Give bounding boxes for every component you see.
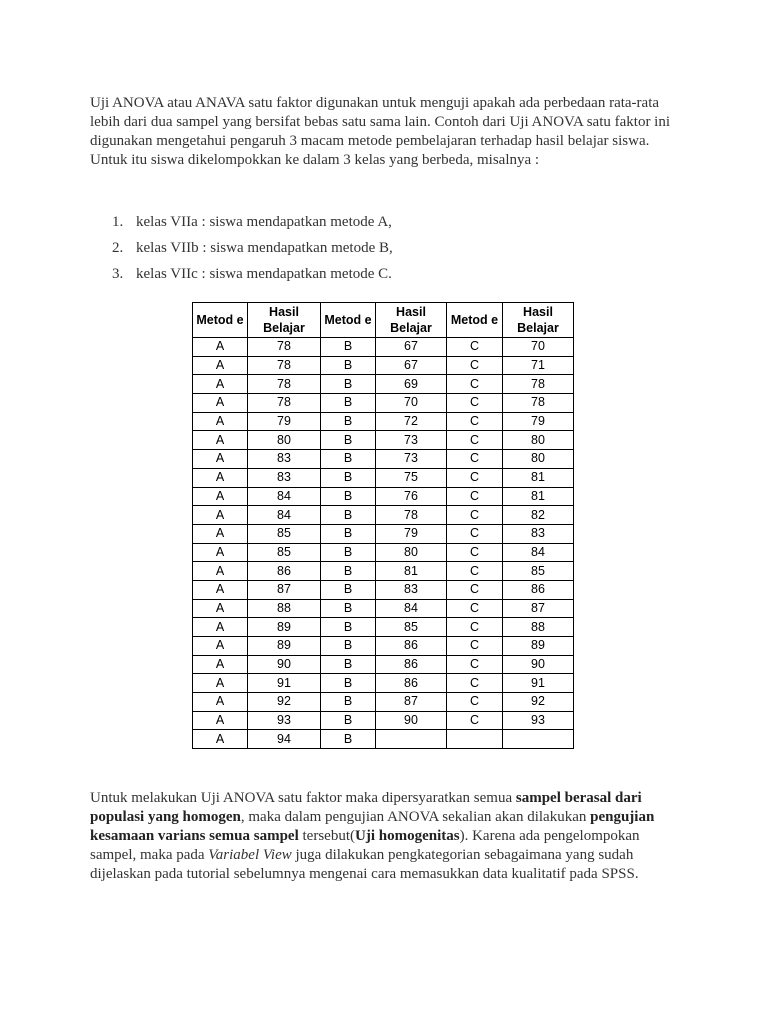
table-cell: 85 — [248, 524, 321, 543]
table-row — [193, 506, 574, 525]
table-cell: B — [321, 599, 376, 618]
outro-bold: Uji homogenitas — [355, 828, 460, 844]
table-row — [193, 618, 574, 637]
table-cell: 80 — [503, 450, 574, 469]
table-cell: B — [321, 431, 376, 450]
table-cell: B — [321, 580, 376, 599]
table-cell: B — [321, 655, 376, 674]
table-cell: C — [447, 450, 503, 469]
outro-bold: sampel berasal dari populasi yang homogen — [90, 790, 642, 825]
table-header-row — [193, 303, 574, 338]
table-row — [193, 711, 574, 730]
table-row — [193, 431, 574, 450]
table-cell: 79 — [376, 524, 447, 543]
table-row — [193, 562, 574, 581]
list-number: 1. — [112, 214, 124, 230]
table-cell: A — [193, 338, 248, 357]
table-cell: 85 — [503, 562, 574, 581]
table-cell: B — [321, 468, 376, 487]
table-row — [193, 356, 574, 375]
table-cell: 81 — [503, 468, 574, 487]
list-text: kelas VIIb : siswa mendapatkan metode B, — [136, 240, 393, 256]
column-header: Metod e — [447, 303, 503, 338]
table-cell: A — [193, 711, 248, 730]
table-cell — [376, 730, 447, 749]
table-cell: 83 — [248, 468, 321, 487]
table-row — [193, 468, 574, 487]
table-cell: 82 — [503, 506, 574, 525]
table-cell: C — [447, 338, 503, 357]
table-row — [193, 412, 574, 431]
table-cell: 86 — [376, 637, 447, 656]
table-row — [193, 730, 574, 749]
table-cell: 73 — [376, 450, 447, 469]
table-cell: C — [447, 412, 503, 431]
table-cell: 73 — [376, 431, 447, 450]
column-header: Metod e — [321, 303, 376, 338]
table-cell: B — [321, 375, 376, 394]
table-cell: A — [193, 730, 248, 749]
table-cell: C — [447, 655, 503, 674]
table-cell: B — [321, 412, 376, 431]
table-cell: C — [447, 599, 503, 618]
table-cell: 88 — [503, 618, 574, 637]
table-cell: B — [321, 356, 376, 375]
table-cell: 69 — [376, 375, 447, 394]
table-cell: A — [193, 487, 248, 506]
table-cell: C — [447, 487, 503, 506]
column-header: Hasil Belajar — [248, 303, 321, 338]
table-cell: 92 — [503, 693, 574, 712]
table-cell: A — [193, 412, 248, 431]
table-cell: C — [447, 562, 503, 581]
table-cell: 81 — [376, 562, 447, 581]
table-cell: B — [321, 338, 376, 357]
table-cell: 84 — [248, 487, 321, 506]
table-cell: 86 — [248, 562, 321, 581]
table-cell: A — [193, 580, 248, 599]
table-cell: C — [447, 674, 503, 693]
table-cell: 72 — [376, 412, 447, 431]
table-row — [193, 543, 574, 562]
table-cell: C — [447, 524, 503, 543]
table-cell: 85 — [376, 618, 447, 637]
table-cell: 80 — [503, 431, 574, 450]
table-cell: C — [447, 711, 503, 730]
table-cell: 78 — [248, 338, 321, 357]
list-text: kelas VIIc : siswa mendapatkan metode C. — [136, 266, 392, 282]
outro-bold: pengujian kesamaan varians semua sampel — [90, 809, 655, 844]
table-cell: 78 — [248, 394, 321, 413]
table-row — [193, 450, 574, 469]
list-item — [112, 265, 393, 291]
column-header: Hasil Belajar — [376, 303, 447, 338]
table-cell: 93 — [503, 711, 574, 730]
table-cell: 86 — [376, 655, 447, 674]
table-cell: 84 — [503, 543, 574, 562]
table-cell: 83 — [376, 580, 447, 599]
table-cell: A — [193, 506, 248, 525]
table-cell: B — [321, 487, 376, 506]
table-cell: 94 — [248, 730, 321, 749]
table-row — [193, 524, 574, 543]
table-cell: 90 — [503, 655, 574, 674]
outro-paragraph — [90, 789, 680, 884]
table-cell: A — [193, 562, 248, 581]
table-cell: 87 — [376, 693, 447, 712]
table-cell: B — [321, 711, 376, 730]
table-cell: 89 — [503, 637, 574, 656]
table-cell: B — [321, 562, 376, 581]
table-row — [193, 580, 574, 599]
table-cell — [447, 730, 503, 749]
outro-text: juga dilakukan pengkategorian sebagaimana yang sudah dijelaskan pada tutorial sebelumnya mengenai cara memasukkan data kualitatif pada SPSS. — [90, 847, 639, 882]
table-cell: A — [193, 637, 248, 656]
table-cell: 85 — [248, 543, 321, 562]
table-cell: 81 — [503, 487, 574, 506]
table-cell: A — [193, 693, 248, 712]
table-cell: C — [447, 356, 503, 375]
table-cell: C — [447, 543, 503, 562]
table-cell: B — [321, 637, 376, 656]
table-cell: 79 — [248, 412, 321, 431]
table-cell: B — [321, 506, 376, 525]
table-cell: 83 — [248, 450, 321, 469]
table-cell: 70 — [376, 394, 447, 413]
table-cell: 87 — [503, 599, 574, 618]
table-row — [193, 338, 574, 357]
outro-text: ). Karena ada pengelompokan sampel, maka pada — [90, 828, 640, 863]
table-cell: A — [193, 450, 248, 469]
table-cell: 91 — [503, 674, 574, 693]
table-cell: 93 — [248, 711, 321, 730]
table-cell: A — [193, 375, 248, 394]
table-cell: 75 — [376, 468, 447, 487]
table-cell: C — [447, 637, 503, 656]
table-cell: 78 — [248, 375, 321, 394]
table-row — [193, 655, 574, 674]
table-cell: 86 — [503, 580, 574, 599]
table-cell: 87 — [248, 580, 321, 599]
results-table — [192, 302, 574, 749]
table-cell: 89 — [248, 637, 321, 656]
table-cell: B — [321, 674, 376, 693]
table-cell: 78 — [503, 394, 574, 413]
table-row — [193, 674, 574, 693]
list-text: kelas VIIa : siswa mendapatkan metode A, — [136, 214, 392, 230]
list-item — [112, 213, 393, 239]
outro-text: , maka dalam pengujian ANOVA sekalian akan dilakukan — [240, 809, 591, 825]
table-cell: 90 — [376, 711, 447, 730]
table-cell: A — [193, 394, 248, 413]
table-cell: 91 — [248, 674, 321, 693]
table-row — [193, 693, 574, 712]
class-list — [112, 213, 393, 291]
table-row — [193, 394, 574, 413]
table-row — [193, 637, 574, 656]
table-cell — [503, 730, 574, 749]
column-header: Metod e — [193, 303, 248, 338]
table-cell: 84 — [248, 506, 321, 525]
table-body — [193, 338, 574, 749]
table-cell: C — [447, 375, 503, 394]
table-cell: C — [447, 394, 503, 413]
table-cell: 90 — [248, 655, 321, 674]
table-cell: A — [193, 468, 248, 487]
table-cell: 89 — [248, 618, 321, 637]
table-cell: 70 — [503, 338, 574, 357]
table-cell: A — [193, 431, 248, 450]
table-cell: B — [321, 730, 376, 749]
table-cell: 71 — [503, 356, 574, 375]
table-cell: A — [193, 524, 248, 543]
table-cell: 79 — [503, 412, 574, 431]
table-cell: 78 — [376, 506, 447, 525]
table-cell: 76 — [376, 487, 447, 506]
list-item — [112, 239, 393, 265]
table-cell: A — [193, 543, 248, 562]
table-cell: A — [193, 674, 248, 693]
table-cell: B — [321, 618, 376, 637]
table-cell: C — [447, 618, 503, 637]
table-cell: A — [193, 356, 248, 375]
table-cell: 83 — [503, 524, 574, 543]
table-cell: 78 — [248, 356, 321, 375]
table-cell: B — [321, 543, 376, 562]
table-cell: C — [447, 580, 503, 599]
list-number: 3. — [112, 266, 124, 282]
table-row — [193, 487, 574, 506]
table-cell: 80 — [376, 543, 447, 562]
table-cell: A — [193, 655, 248, 674]
table-cell: 92 — [248, 693, 321, 712]
intro-paragraph: Uji ANOVA atau ANAVA satu faktor digunakan untuk menguji apakah ada perbedaan rata-rata lebih dari dua sampel yang bersifat bebas satu sama lain. Contoh dari Uji ANOVA satu faktor ini digunakan mengetahui pengaruh 3 macam metode pembelajaran terhadap hasil belajar siswa. Untuk itu siswa dikelompokkan ke dalam 3 kelas yang berbeda, misalnya : — [90, 95, 671, 168]
table-cell: A — [193, 599, 248, 618]
table-cell: 67 — [376, 356, 447, 375]
table-cell: 88 — [248, 599, 321, 618]
table-cell: 67 — [376, 338, 447, 357]
table-row — [193, 599, 574, 618]
table-cell: C — [447, 506, 503, 525]
list-number: 2. — [112, 240, 124, 256]
outro-text: tersebut( — [298, 828, 355, 844]
table-row — [193, 375, 574, 394]
table-cell: 80 — [248, 431, 321, 450]
table-cell: 78 — [503, 375, 574, 394]
table-cell: C — [447, 468, 503, 487]
column-header: Hasil Belajar — [503, 303, 574, 338]
table-cell: B — [321, 693, 376, 712]
table-cell: 86 — [376, 674, 447, 693]
table-cell: B — [321, 394, 376, 413]
table-cell: A — [193, 618, 248, 637]
table-cell: 84 — [376, 599, 447, 618]
table-cell: C — [447, 693, 503, 712]
table-cell: C — [447, 431, 503, 450]
outro-italic: Variabel View — [208, 847, 292, 863]
table-cell: B — [321, 450, 376, 469]
outro-text: Untuk melakukan Uji ANOVA satu faktor maka dipersyaratkan semua — [90, 790, 516, 806]
table-cell: B — [321, 524, 376, 543]
